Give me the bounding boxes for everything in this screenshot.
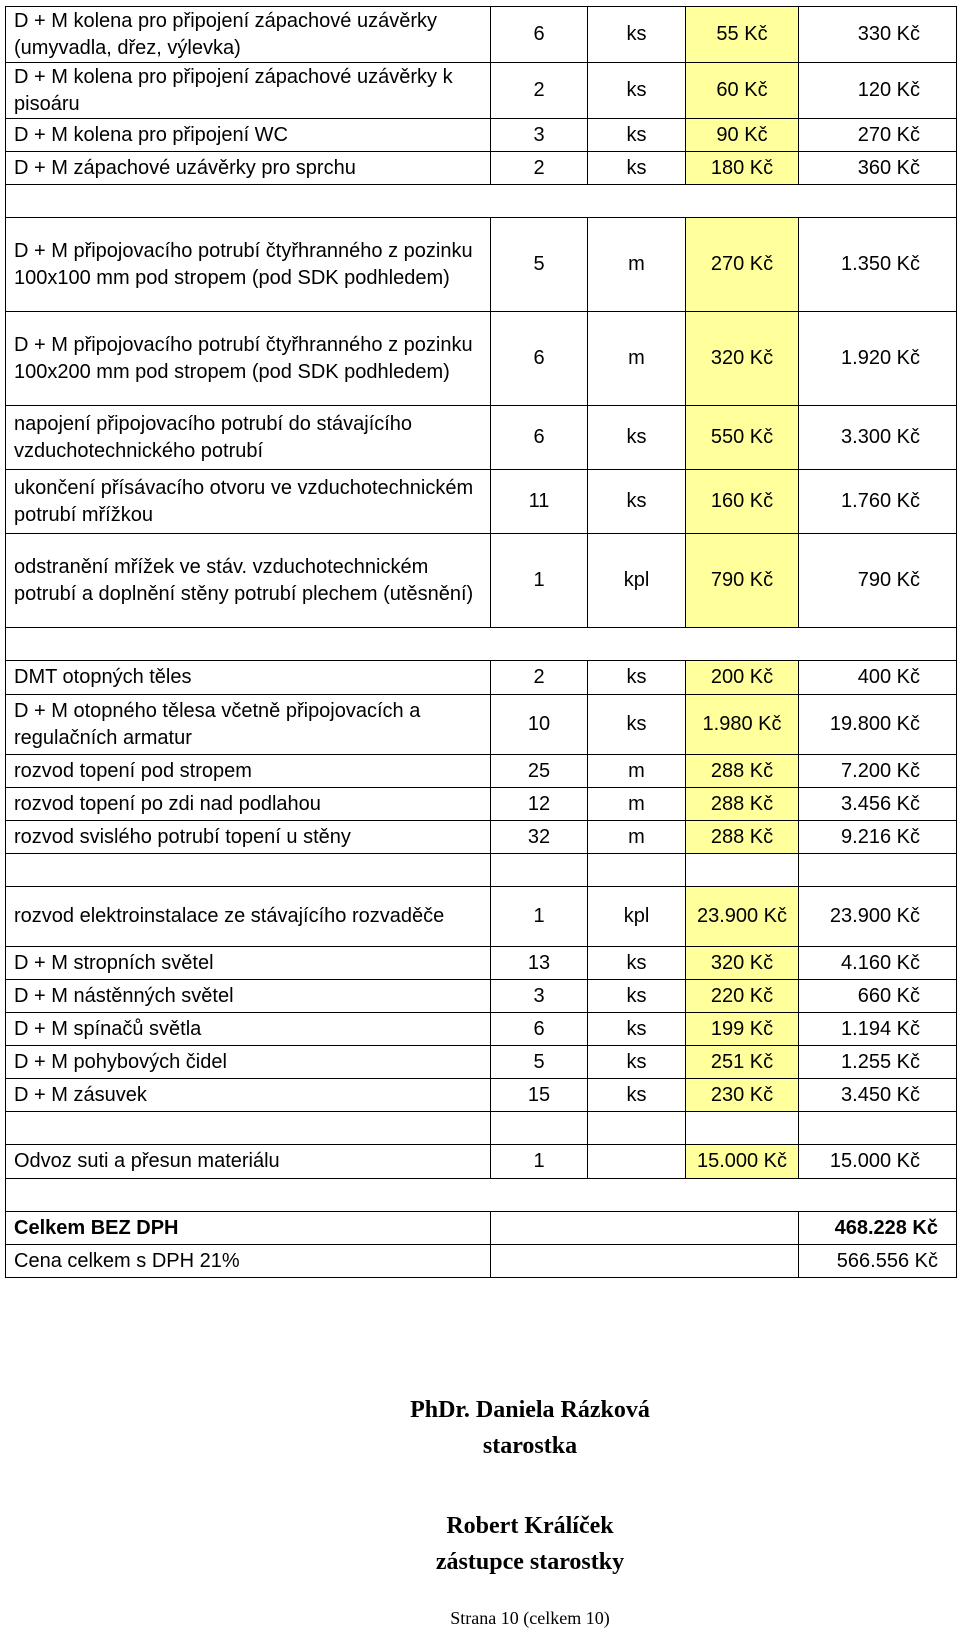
item-description: ukončení přísávacího otvoru ve vzduchotechnickém potrubí mřížkou	[6, 470, 491, 534]
item-description: D + M pohybových čidel	[6, 1046, 491, 1079]
spacer-cell	[686, 854, 799, 887]
item-unit-price: 199 Kč	[686, 1013, 799, 1046]
table-row	[6, 7, 957, 63]
signature-block-mayor	[0, 1392, 960, 1464]
spacer-cell	[6, 1112, 491, 1145]
table-row	[6, 1046, 957, 1079]
item-description: D + M spínačů světla	[6, 1013, 491, 1046]
spacer-cell	[6, 185, 957, 218]
item-unit: ks	[588, 63, 686, 119]
item-quantity: 6	[491, 312, 588, 406]
item-quantity: 2	[491, 661, 588, 695]
total-without-vat-label: Celkem BEZ DPH	[6, 1212, 491, 1245]
item-total: 1.194 Kč	[799, 1013, 957, 1046]
item-quantity: 5	[491, 218, 588, 312]
item-unit-price: 220 Kč	[686, 980, 799, 1013]
budget-table	[5, 6, 957, 1278]
item-description: D + M připojovacího potrubí čtyřhranného z pozinku 100x200 mm pod stropem (pod SDK podhledem)	[6, 312, 491, 406]
item-description: D + M kolena pro připojení WC	[6, 119, 491, 152]
item-quantity: 6	[491, 7, 588, 63]
item-total: 3.300 Kč	[799, 406, 957, 470]
item-quantity: 1	[491, 1145, 588, 1179]
item-description: D + M připojovacího potrubí čtyřhranného z pozinku 100x100 mm pod stropem (pod SDK podhledem)	[6, 218, 491, 312]
spacer-cell	[6, 854, 491, 887]
item-total: 1.760 Kč	[799, 470, 957, 534]
item-description: rozvod elektroinstalace ze stávajícího rozvaděče	[6, 887, 491, 947]
item-unit-price: 550 Kč	[686, 406, 799, 470]
table-row	[6, 1079, 957, 1112]
item-total: 1.350 Kč	[799, 218, 957, 312]
summary-row-net	[6, 1212, 957, 1245]
item-description: napojení připojovacího potrubí do stávajícího vzduchotechnického potrubí	[6, 406, 491, 470]
item-unit	[588, 1145, 686, 1179]
item-description: odstranění mřížek ve stáv. vzduchotechnickém potrubí a doplnění stěny potrubí plechem (utěsnění)	[6, 534, 491, 628]
item-unit: kpl	[588, 534, 686, 628]
total-with-vat-label: Cena celkem s DPH 21%	[6, 1245, 491, 1278]
item-description: Odvoz suti a přesun materiálu	[6, 1145, 491, 1179]
item-unit: ks	[588, 152, 686, 185]
table-row	[6, 887, 957, 947]
table-row	[6, 218, 957, 312]
item-unit-price: 1.980 Kč	[686, 695, 799, 755]
item-unit-price: 320 Kč	[686, 947, 799, 980]
item-quantity: 1	[491, 887, 588, 947]
item-unit: ks	[588, 470, 686, 534]
section-spacer	[6, 628, 957, 661]
section-spacer	[6, 1112, 957, 1145]
table-row	[6, 1145, 957, 1179]
item-unit-price: 790 Kč	[686, 534, 799, 628]
item-description: rozvod topení pod stropem	[6, 755, 491, 788]
table-row	[6, 1013, 957, 1046]
item-total: 9.216 Kč	[799, 821, 957, 854]
spacer-cell	[799, 1112, 957, 1145]
spacer-cell	[588, 854, 686, 887]
item-unit-price: 288 Kč	[686, 755, 799, 788]
summary-row-vat	[6, 1245, 957, 1278]
page-footer: Strana 10 (celkem 10)	[450, 1608, 610, 1628]
signature-role: starostka	[482, 1433, 578, 1459]
item-total: 790 Kč	[799, 534, 957, 628]
section-spacer	[6, 1179, 957, 1212]
section-spacer	[6, 185, 957, 218]
table-row	[6, 661, 957, 695]
item-quantity: 13	[491, 947, 588, 980]
item-quantity: 6	[491, 1013, 588, 1046]
spacer-cell	[6, 1179, 957, 1212]
item-total: 330 Kč	[799, 7, 957, 63]
spacer-cell	[686, 1112, 799, 1145]
table-row	[6, 695, 957, 755]
item-description: D + M stropních světel	[6, 947, 491, 980]
table-row	[6, 755, 957, 788]
item-description: rozvod svislého potrubí topení u stěny	[6, 821, 491, 854]
item-description: D + M zásuvek	[6, 1079, 491, 1112]
item-unit-price: 15.000 Kč	[686, 1145, 799, 1179]
item-unit: m	[588, 755, 686, 788]
spacer-cell	[799, 854, 957, 887]
item-total: 23.900 Kč	[799, 887, 957, 947]
item-unit-price: 288 Kč	[686, 788, 799, 821]
item-unit-price: 320 Kč	[686, 312, 799, 406]
total-without-vat-value: 468.228 Kč	[799, 1212, 957, 1245]
item-unit-price: 60 Kč	[686, 63, 799, 119]
item-total: 15.000 Kč	[799, 1145, 957, 1179]
item-quantity: 32	[491, 821, 588, 854]
item-unit: m	[588, 312, 686, 406]
summary-empty-cell	[491, 1245, 799, 1278]
item-quantity: 1	[491, 534, 588, 628]
item-quantity: 3	[491, 119, 588, 152]
table-row	[6, 534, 957, 628]
item-unit: ks	[588, 661, 686, 695]
item-unit: m	[588, 821, 686, 854]
item-total: 3.456 Kč	[799, 788, 957, 821]
table-row	[6, 980, 957, 1013]
item-quantity: 6	[491, 406, 588, 470]
item-unit-price: 90 Kč	[686, 119, 799, 152]
item-total: 1.920 Kč	[799, 312, 957, 406]
item-quantity: 10	[491, 695, 588, 755]
item-total: 660 Kč	[799, 980, 957, 1013]
spacer-cell	[491, 1112, 588, 1145]
signature-name: PhDr. Daniela Rázková	[410, 1397, 650, 1423]
item-total: 4.160 Kč	[799, 947, 957, 980]
item-unit: ks	[588, 947, 686, 980]
signature-name: Robert Králíček	[446, 1513, 614, 1539]
item-unit-price: 180 Kč	[686, 152, 799, 185]
item-description: DMT otopných těles	[6, 661, 491, 695]
item-quantity: 25	[491, 755, 588, 788]
item-unit-price: 200 Kč	[686, 661, 799, 695]
item-unit-price: 270 Kč	[686, 218, 799, 312]
item-unit: ks	[588, 1046, 686, 1079]
item-unit: ks	[588, 406, 686, 470]
table-row	[6, 152, 957, 185]
item-description: D + M kolena pro připojení zápachové uzávěrky k pisoáru	[6, 63, 491, 119]
spacer-cell	[491, 854, 588, 887]
item-unit-price: 23.900 Kč	[686, 887, 799, 947]
item-unit-price: 230 Kč	[686, 1079, 799, 1112]
item-total: 400 Kč	[799, 661, 957, 695]
table-row	[6, 119, 957, 152]
item-unit-price: 288 Kč	[686, 821, 799, 854]
item-quantity: 12	[491, 788, 588, 821]
section-spacer	[6, 854, 957, 887]
item-unit: ks	[588, 7, 686, 63]
table-row	[6, 312, 957, 406]
item-unit-price: 251 Kč	[686, 1046, 799, 1079]
table-row	[6, 821, 957, 854]
spacer-cell	[588, 1112, 686, 1145]
item-total: 360 Kč	[799, 152, 957, 185]
item-total: 270 Kč	[799, 119, 957, 152]
summary-empty-cell	[491, 1212, 799, 1245]
spacer-cell	[6, 628, 957, 661]
item-quantity: 15	[491, 1079, 588, 1112]
item-quantity: 5	[491, 1046, 588, 1079]
table-row	[6, 470, 957, 534]
item-description: rozvod topení po zdi nad podlahou	[6, 788, 491, 821]
item-total: 1.255 Kč	[799, 1046, 957, 1079]
table-row	[6, 947, 957, 980]
item-quantity: 2	[491, 152, 588, 185]
total-with-vat-value: 566.556 Kč	[799, 1245, 957, 1278]
item-description: D + M zápachové uzávěrky pro sprchu	[6, 152, 491, 185]
item-quantity: 3	[491, 980, 588, 1013]
item-unit: m	[588, 788, 686, 821]
item-quantity: 11	[491, 470, 588, 534]
item-total: 19.800 Kč	[799, 695, 957, 755]
item-unit: ks	[588, 1079, 686, 1112]
item-unit: kpl	[588, 887, 686, 947]
item-total: 120 Kč	[799, 63, 957, 119]
table-row	[6, 63, 957, 119]
item-total: 3.450 Kč	[799, 1079, 957, 1112]
item-unit-price: 160 Kč	[686, 470, 799, 534]
item-unit: ks	[588, 695, 686, 755]
item-unit: ks	[588, 1013, 686, 1046]
item-quantity: 2	[491, 63, 588, 119]
item-description: D + M kolena pro připojení zápachové uzávěrky (umyvadla, dřez, výlevka)	[6, 7, 491, 63]
item-total: 7.200 Kč	[799, 755, 957, 788]
table-row	[6, 406, 957, 470]
table-row	[6, 788, 957, 821]
signature-role: zástupce starostky	[435, 1549, 625, 1575]
item-unit-price: 55 Kč	[686, 7, 799, 63]
item-unit: ks	[588, 980, 686, 1013]
signature-block-deputy	[0, 1508, 960, 1580]
item-unit: ks	[588, 119, 686, 152]
item-description: D + M otopného tělesa včetně připojovacích a regulačních armatur	[6, 695, 491, 755]
item-description: D + M nástěnných světel	[6, 980, 491, 1013]
item-unit: m	[588, 218, 686, 312]
